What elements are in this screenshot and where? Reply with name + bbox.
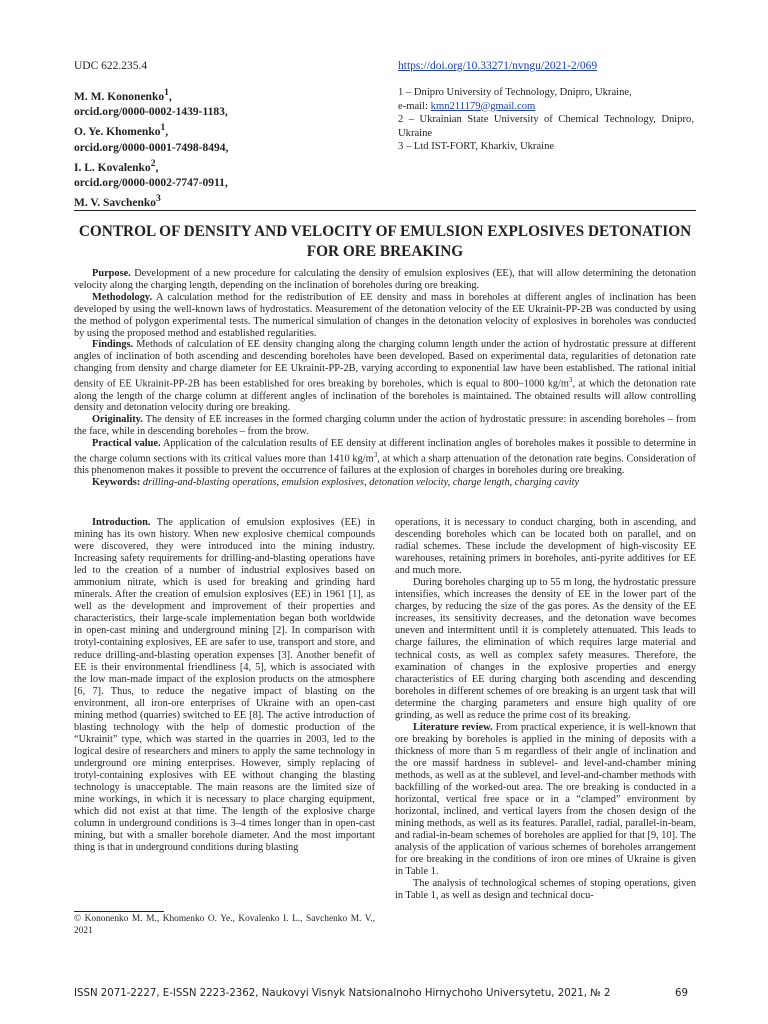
- affiliation-email: e-mail: kmn211179@gmail.com: [398, 100, 536, 112]
- page-footer: [74, 988, 696, 999]
- author-orcid[interactable]: orcid.org/0000-0001-7498-8494,: [74, 141, 229, 154]
- abstract-findings: Findings. Methods of calculation of EE density changing along the charging column length under the action of hydrostatic pressure at different angles of inclination of both ascending and descending boreholes have been developed. Based on experimental data, regularities of detonation rate changing from density and charge diameter for EE Ukrainit-PP-2B, varying according to exponential law have been established. The rational initial density of EE Ukrainit-PP-2B has been established for ores breaking by boreholes, which is equal to 800–1000 $kg/m^3$, at which the detonation rate along the length of the charge column at different angles of inclination of the boreholes is maintained. The obtained results will allow controlling density and detonation velocity during ore breaking.: [74, 339, 696, 414]
- author-orcid[interactable]: orcid.org/0000-0002-7747-0911,: [74, 176, 228, 189]
- footnote-divider: [74, 911, 164, 912]
- author-line: M. V. Savchenko$^3$: [74, 193, 161, 210]
- abstract-methodology: Methodology. A calculation method for the redistribution of EE density and mass in boreholes at different angles of inclination has been developed by using the well-known laws of hydrostatics. Measurement of the detonation velocity of the EE Ukrainit-PP-2B was conducted by using the method of polygon experimental tests. The numerical simulation of changes in the detonation velocity of explosives in boreholes was conducted by using the proposed method and established regularities.: [74, 291, 696, 339]
- author-line: M. M. Kononenko$^1$,: [74, 87, 172, 103]
- article-title: CONTROL OF DENSITY AND VELOCITY OF EMULSION EXPLOSIVES DETONATION FOR ORE BREAKING: [78, 223, 692, 260]
- abstract-practical-value: Practical value. Application of the calculation results of EE density at different inclination angles of boreholes makes it possible to determine in the charge column sections with its critical values more than 1410 $kg/m^3$, at which a sharp attenuation of the detonation rate begins. Consideration of this phenomenon makes it possible to prevent the occurrence of failures at the explosion of charges in boreholes during ore breaking.: [74, 438, 696, 477]
- author-line: O. Ye. Khomenko$^1$,: [74, 122, 169, 139]
- body-column-right: [395, 517, 696, 903]
- body-paragraph: operations, it is necessary to conduct charging, both in ascending, and descending boreholes which can be located both on parallel, and on radial schemes. These include the development of high-viscosity EE warehouses, retaining primers in boreholes, anti-pyrite additives for EE and much more.: [395, 517, 696, 577]
- copyright-note: © Kononenko M. M., Khomenko O. Ye., Kovalenko I. L., Savchenko M. V., 2021: [74, 914, 375, 936]
- affiliations: [398, 86, 694, 154]
- author-list: [74, 85, 374, 211]
- udc-code: UDC 622.235.4: [74, 60, 148, 72]
- journal-info: ISSN 2071-2227, E-ISSN 2223-2362, Naukovyi Visnyk Natsionalnoho Hirnychoho Universytetu, 2021, № 2: [74, 988, 611, 999]
- author-line: I. L. Kovalenko$^2$,: [74, 157, 159, 174]
- abstract-keywords: Keywords: drilling-and-blasting operations, emulsion explosives, detonation velocity, charge length, charging cavity: [92, 477, 580, 489]
- affiliation-2: 2 – Ukrainian State University of Chemical Technology, Dnipro, Ukraine: [398, 114, 694, 139]
- affiliation-1: 1 – Dnipro University of Technology, Dnipro, Ukraine,: [398, 87, 632, 98]
- doi-link[interactable]: https://doi.org/10.33271/nvngu/2021-2/069: [398, 60, 598, 72]
- email-link[interactable]: kmn211179@gmail.com: [430, 100, 536, 112]
- abstract: [74, 268, 696, 489]
- author-orcid[interactable]: orcid.org/0000-0002-1439-1183,: [74, 106, 228, 119]
- introduction-paragraph: Introduction. The application of emulsion explosives (EE) in mining has its own history. When new explosive chemical compounds were discovered, they were introduced into the mining industry. Increasing safety requirements for drilling-and-blasting operations have led to the creation of a number of industrial explosives based on ammonium nitrate, which is used for breaking and grinding hard minerals. After the creation of emulsion explosives (EE) in 1961 [1], as well as the development and improvement of their properties and characteristics, their large-scale implementation began both worldwide in open-cast mining and underground mining [2]. In comparison with trotyl-containing explosives, EE are safer to use, transport and store, and reduce drilling-and-blasting operation expenses [3]. Another benefit of EE is their environmental friendliness [4, 5], which is associated with the low man-made impact of the explosion products on the atmosphere [6, 7]. Thus, to reduce the negative impact of blasting on the environment, all iron-ore enterprises of Ukraine with an open-cast mining method (quarries) switched to EE [8]. The active introduction of blasting technology with the help of domestic production of the “Ukrainit” type, which was started in the quarries in 2003, led to the logical desire of researchers and miners to apply the same technology in underground ore mining enterprises. However, simply replacing of trotyl-containing explosives with EE without changing the blasting technology is unacceptable. The main reasons are the limited size of mine workings, in which it is necessary to place charging equipment, which did not exist at that time. The length of the explosive charge column in underground conditions is 3–4 times longer than in open-cast mining, but with a smaller borehole diameter. And the most important thing is that in underground conditions during blasting: [74, 517, 375, 854]
- header-divider: [74, 210, 696, 211]
- affiliation-3: 3 – Ltd IST-FORT, Kharkiv, Ukraine: [398, 141, 555, 153]
- abstract-purpose: Purpose. Development of a new procedure for calculating the density of emulsion explosives (EE), that will allow determining the detonation velocity along the charging length, depending on the inclination of boreholes during ore breaking.: [74, 268, 696, 291]
- body-paragraph: The analysis of technological schemes of stoping operations, given in Table 1, as well as design and technical docu-: [395, 878, 696, 902]
- literature-review-paragraph: Literature review. From practical experience, it is well-known that ore breaking by boreholes is applied in the mining of deposits with a thickness of more than 5 m regardless of their angle of inclination and the ore massif hardness in sublevel- and level-and-chamber mining methods, as well as at the sublevel, and level-and-chamber methods with backfilling of the worked-out area. The ore breaking is conducted in a horizontal, vertical free space or in a “clamped” environment by horizontal, inclined, and vertical layers from the chosen design of the mining methods, as well as its features. Parallel, radial, parallel-in-beam, and radial-in-beam schemes of boreholes are applied for that [9, 10]. The analysis of the application of various schemes of boreholes arrangement for ore breaking in the conditions of iron ore mines of Ukraine is given in Table 1.: [395, 721, 696, 878]
- body-column-left: [74, 517, 375, 854]
- body-paragraph: During boreholes charging up to 55 m long, the hydrostatic pressure intensifies, which increases the density of EE in the lower part of the charges, by reducing the size of the gas pores. As the density of the EE increases, its sensitivity decreases, and the detonation wave becomes uneven and intermittent until it is completely attenuated. This leads to charge failures, the elimination of which requires large material and technical costs, as well as complex safety measures. Therefore, the examination of changes in the explosive properties and energy characteristics of EE during charging both ascending and descending boreholes in different schemes of ore breaking is an urgent task that will determine the charging parameters and ensure high quality of ore grinding, as well as reduce the prime cost of its breaking.: [395, 577, 696, 721]
- page-number: 69: [675, 988, 688, 999]
- abstract-originality: Originality. The density of EE increases in the formed charging column under the action of hydrostatic pressure: in ascending boreholes – from the face, while in descending boreholes – from the brow.: [74, 414, 696, 438]
